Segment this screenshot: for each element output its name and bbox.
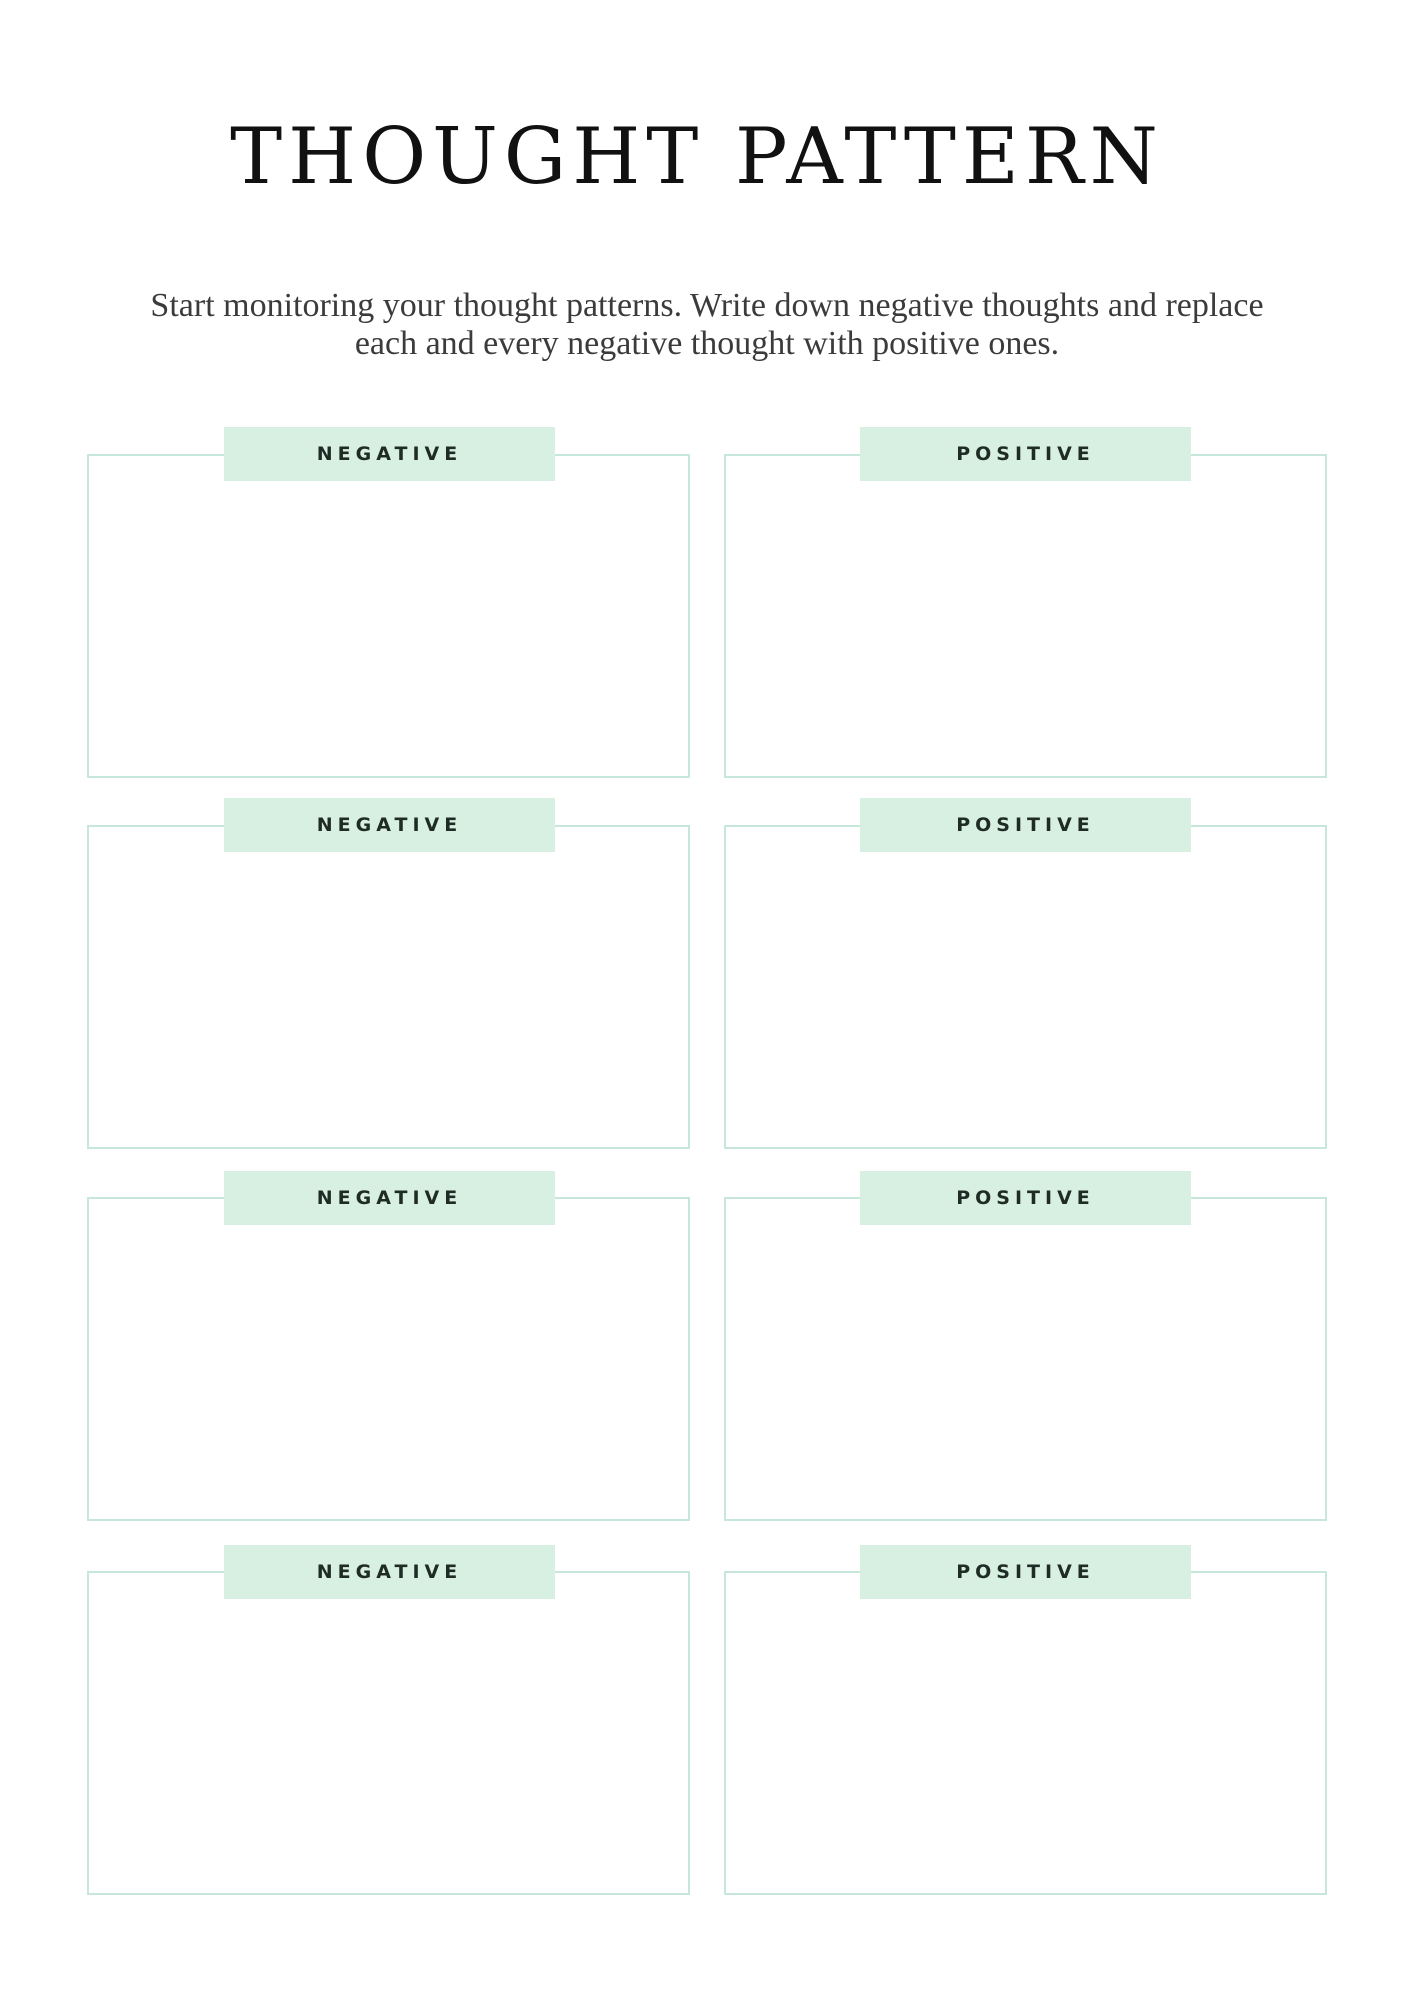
negative-label: NEGATIVE: [224, 798, 555, 852]
positive-label: POSITIVE: [860, 1171, 1191, 1225]
positive-label: POSITIVE: [860, 427, 1191, 481]
instructions-text: Start monitoring your thought patterns. Write down negative thoughts and replace each and every negative thought with positive ones.: [150, 287, 1264, 362]
negative-writing-box[interactable]: [87, 1197, 690, 1521]
positive-writing-box[interactable]: [724, 1197, 1327, 1521]
positive-writing-box[interactable]: [724, 825, 1327, 1149]
negative-writing-box[interactable]: [87, 825, 690, 1149]
positive-writing-box[interactable]: [724, 1571, 1327, 1895]
negative-writing-box[interactable]: [87, 1571, 690, 1895]
negative-label: NEGATIVE: [224, 427, 555, 481]
negative-writing-box[interactable]: [87, 454, 690, 778]
negative-label: NEGATIVE: [224, 1545, 555, 1599]
page-title: THOUGHT PATTERN: [230, 112, 1164, 202]
negative-label: NEGATIVE: [224, 1171, 555, 1225]
positive-writing-box[interactable]: [724, 454, 1327, 778]
positive-label: POSITIVE: [860, 1545, 1191, 1599]
positive-label: POSITIVE: [860, 798, 1191, 852]
